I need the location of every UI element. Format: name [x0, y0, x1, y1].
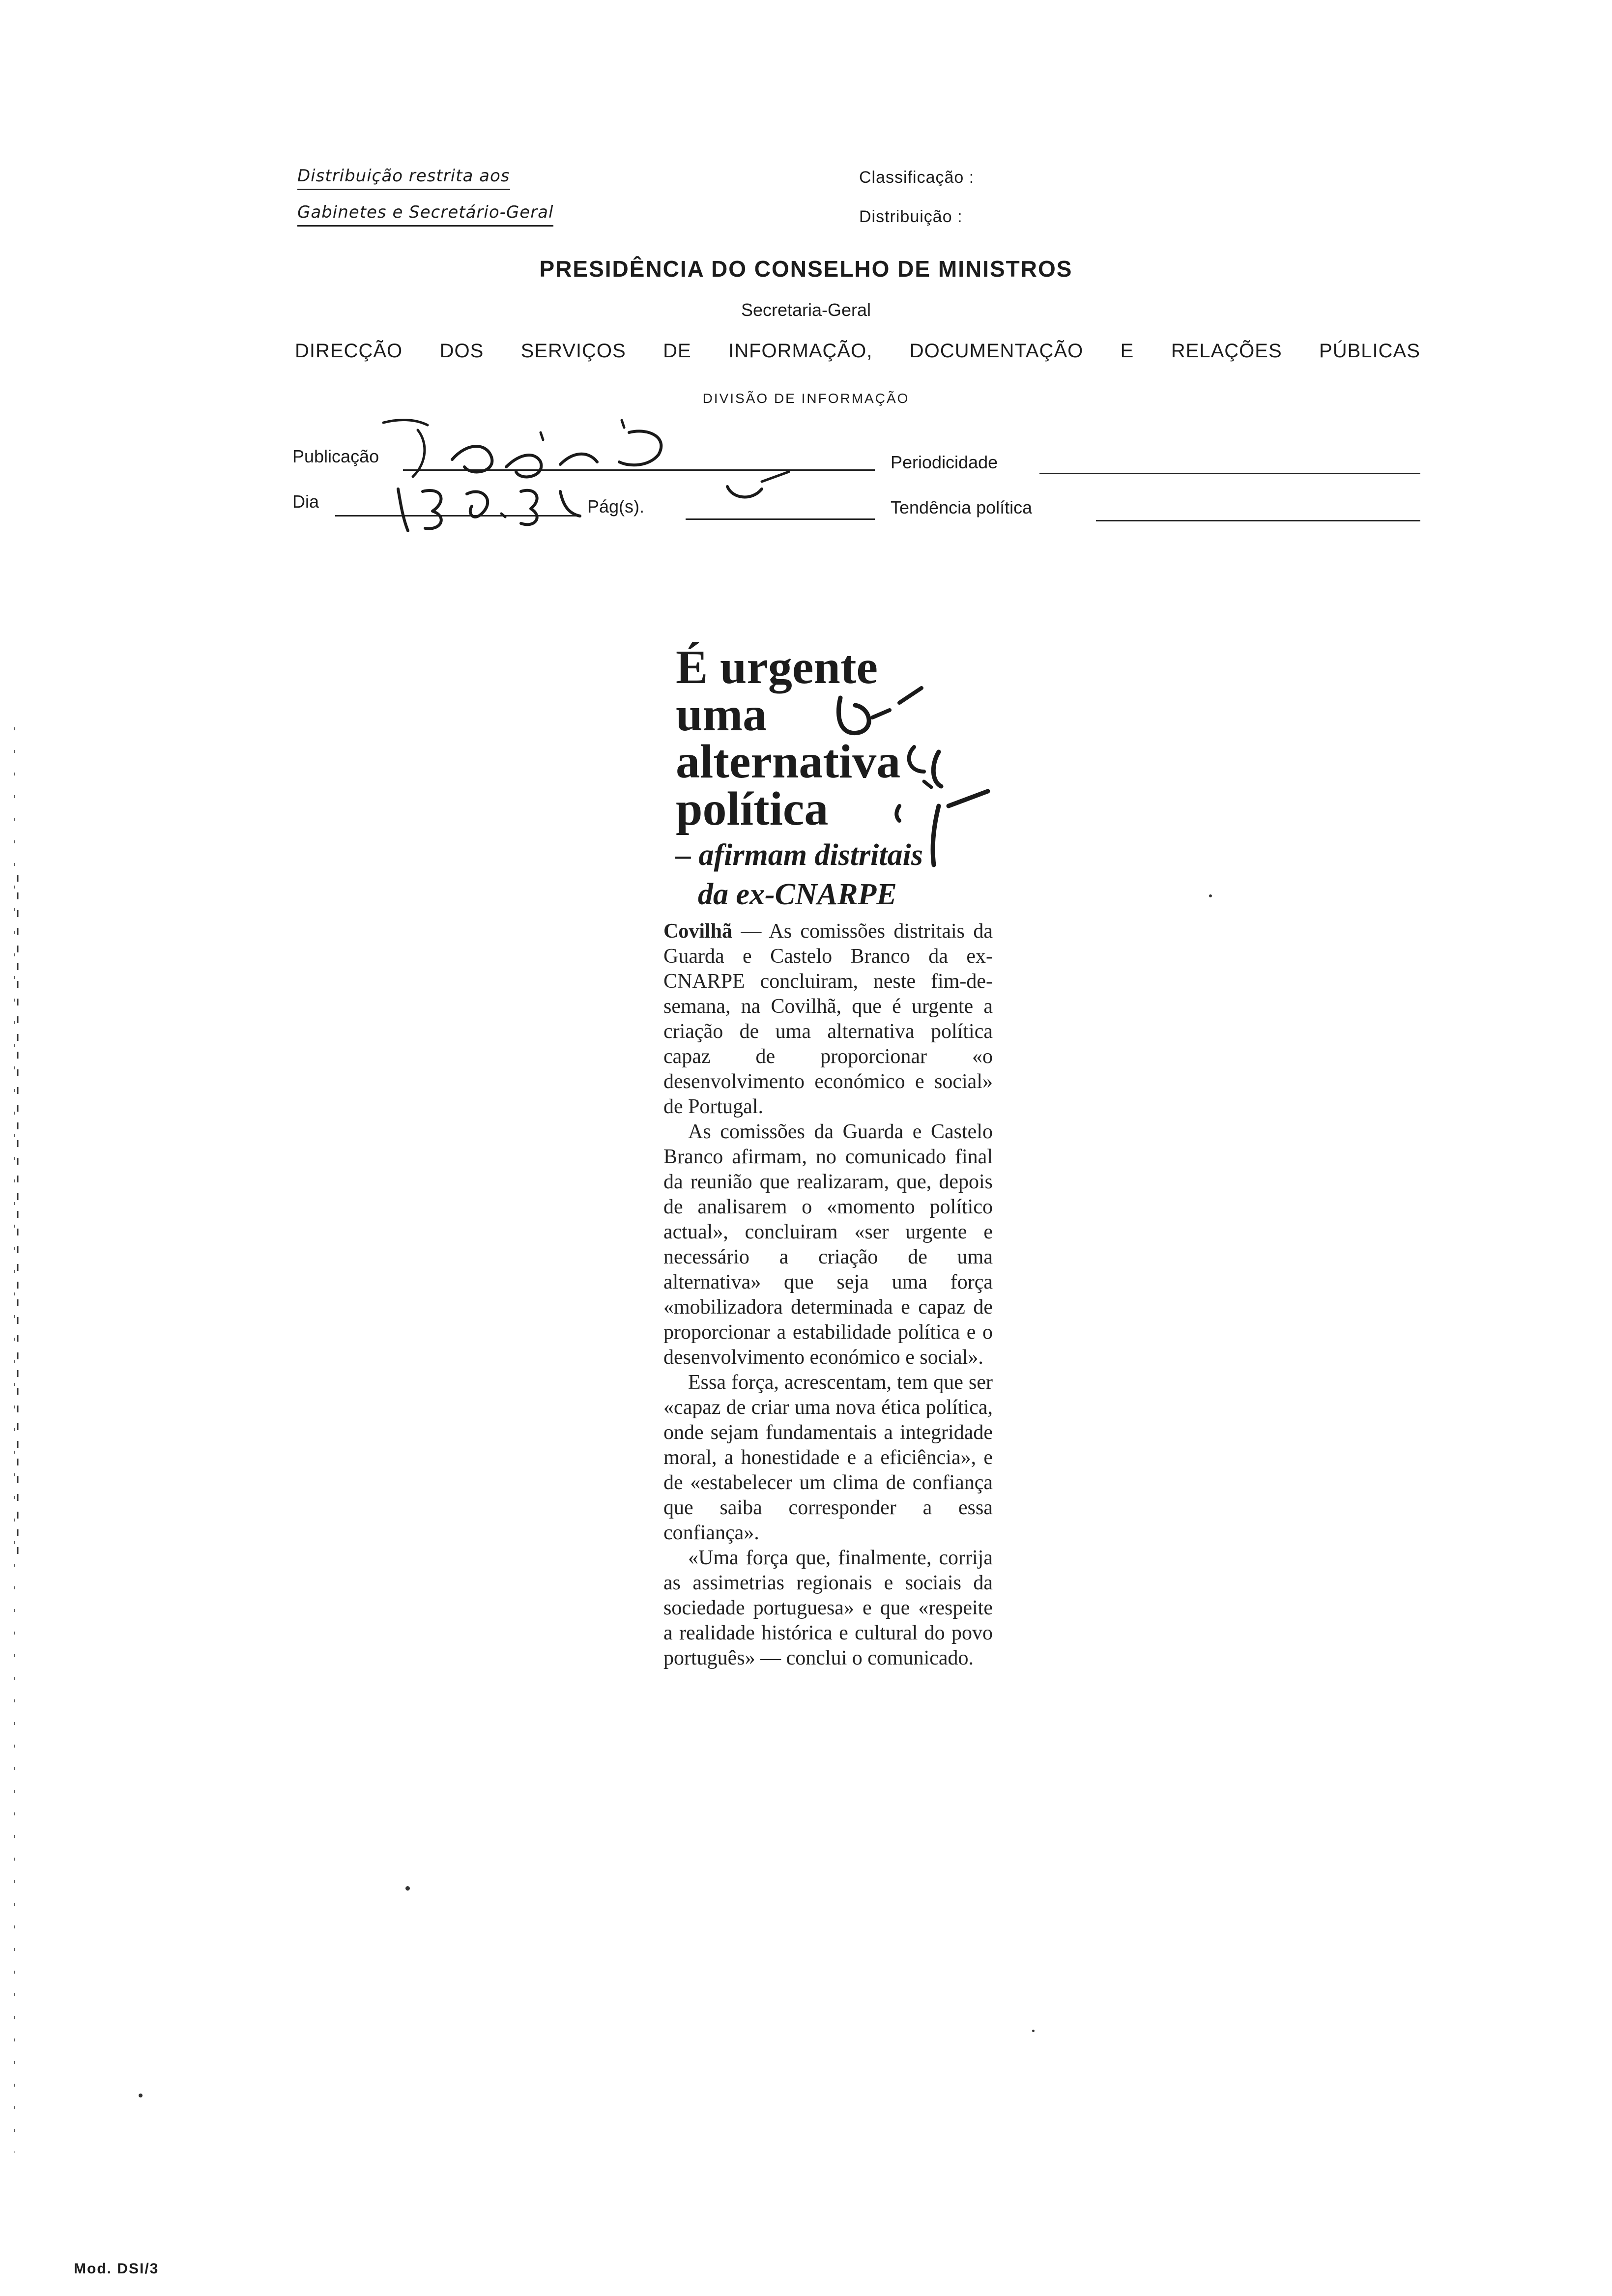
- header-title: PRESIDÊNCIA DO CONSELHO DE MINISTROS: [539, 256, 1073, 282]
- header-subtitle: Secretaria-Geral: [741, 300, 871, 320]
- directorate-word: DE: [663, 340, 691, 362]
- directorate-word: E: [1120, 340, 1134, 362]
- directorate-word: RELAÇÕES: [1171, 340, 1282, 362]
- article-paragraph: [663, 919, 993, 1119]
- directorate-word: SERVIÇOS: [520, 340, 626, 362]
- tendencia-label: Tendência política: [891, 497, 1033, 517]
- scan-speck: [1209, 894, 1212, 897]
- distribution-note-line-1: Distribuição restrita aos: [297, 166, 510, 190]
- directorate-word: DOS: [439, 340, 484, 362]
- distribution-note-line-2: Gabinetes e Secretário-Geral: [297, 202, 553, 227]
- newspaper-clipping: [619, 629, 1012, 1956]
- scan-speck: [405, 1886, 410, 1891]
- periodicidade-field-line: [1039, 473, 1420, 474]
- scan-speck: [1032, 2030, 1035, 2032]
- article-paragraph: As comissões da Guarda e Castelo Branco afirmam, no comunicado final da reunião que realizaram, que, depois de analisarem o «momento político actual», concluiram «ser urgente e necessário a criação de uma alternativa» que seja uma força «mobilizadora determinada e capaz de proporcionar a estabilidade política e o desenvolvimento económico e social».: [663, 1120, 993, 1369]
- article-dateline: Covilhã: [663, 920, 733, 943]
- article-paragraph-text: — As comissões distritais da Guarda e Castelo Branco da ex-CNARPE concluiram, neste fim-de-semana, na Covilhã, que é urgente a criação de uma alternativa política capaz de proporcionar «o desenvolvimento económico e social» de Portugal.: [663, 920, 993, 1118]
- header-directorate: [295, 340, 1420, 362]
- headline-line: alternativa: [676, 735, 901, 788]
- directorate-word: PÚBLICAS: [1319, 340, 1420, 362]
- article-paragraph: «Uma força que, finalmente, corrija as assimetrias regionais e sociais da sociedade portuguesa» e que «respeite a realidade histórica e cultural do povo português» — conclui o comunicado.: [663, 1547, 993, 1669]
- directorate-word: DOCUMENTAÇÃO: [909, 340, 1084, 362]
- headline-line: É urgente: [676, 641, 878, 694]
- directorate-word: INFORMAÇÃO,: [728, 340, 873, 362]
- header-division: DIVISÃO DE INFORMAÇÃO: [702, 391, 910, 406]
- article-paragraph: Essa força, acrescentam, tem que ser «capaz de criar uma nova ética política, onde sejam fundamentais a integridade moral, a honestidade e a eficiência», e de «estabelecer um clima de confiança que saiba corresponder a essa confiança».: [663, 1371, 993, 1544]
- scan-margin-artifacts: [9, 727, 24, 2152]
- tendencia-field-line: [1096, 520, 1420, 521]
- publicacao-label: Publicação: [292, 446, 379, 466]
- subheadline-line: – afirmam distritais: [676, 838, 923, 872]
- article-body: [663, 919, 993, 1671]
- periodicidade-label: Periodicidade: [891, 452, 998, 472]
- pags-label: Pág(s).: [587, 496, 645, 517]
- headline-line: política: [676, 782, 829, 835]
- subheadline-line: da ex-CNARPE: [698, 878, 897, 911]
- handwritten-publication-annotation: [374, 413, 816, 541]
- directorate-word: DIRECÇÃO: [295, 340, 403, 362]
- scan-speck: [139, 2094, 143, 2097]
- distribution-label: Distribuição :: [859, 207, 963, 226]
- classification-label: Classificação :: [859, 168, 975, 187]
- handwritten-headline-annotation: [826, 659, 1003, 880]
- dia-label: Dia: [292, 491, 319, 512]
- form-code: Mod. DSI/3: [74, 2261, 159, 2277]
- headline-line: uma: [676, 688, 767, 741]
